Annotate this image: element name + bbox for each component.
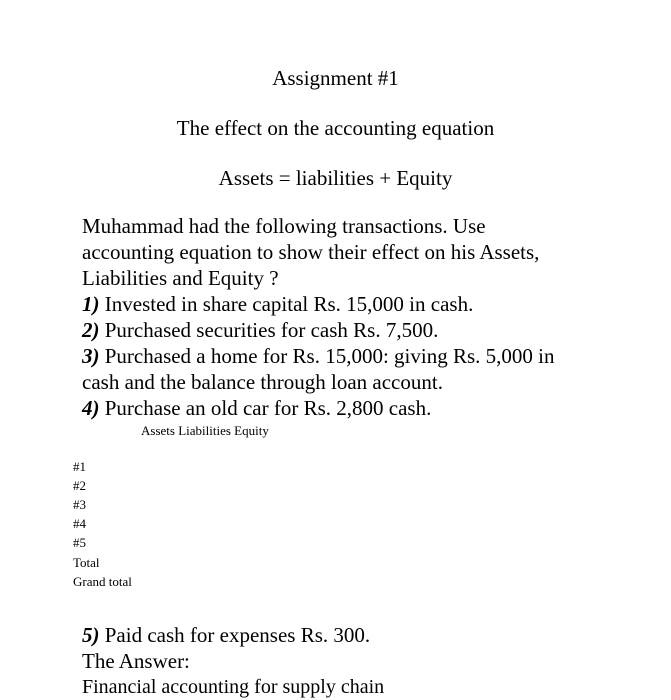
transaction-4	[82, 398, 431, 419]
footer-text: Financial accounting for supply chain	[82, 676, 385, 698]
transaction-text: Purchased a home for Rs. 15,000: giving Rs. 5,000 in	[99, 344, 555, 368]
table-row-label: #2	[73, 478, 86, 493]
table-row-label: #4	[73, 516, 86, 531]
accounting-equation: Assets = liabilities + Equity	[218, 166, 453, 190]
transaction-number: 4)	[82, 396, 100, 420]
transaction-5	[82, 625, 370, 646]
transaction-text: Paid cash for expenses Rs. 300.	[99, 623, 371, 647]
assignment-title: Assignment #1	[272, 66, 399, 90]
transaction-1	[82, 294, 473, 315]
transaction-text: cash and the balance through loan account.	[82, 370, 443, 394]
table-row-label: #3	[73, 497, 86, 512]
intro-line-1: Muhammad had the following transactions. Use	[82, 214, 486, 238]
transaction-number: 3)	[82, 344, 100, 368]
transaction-text: Purchased securities for cash Rs. 7,500.	[99, 318, 439, 342]
table-header: Assets Liabilities Equity	[141, 423, 269, 438]
transaction-number: 2)	[82, 318, 100, 342]
transaction-number: 5)	[82, 623, 100, 647]
transaction-3-continued	[82, 372, 443, 393]
transaction-text: Purchase an old car for Rs. 2,800 cash.	[99, 396, 432, 420]
transaction-3	[82, 346, 554, 367]
transaction-2	[82, 320, 438, 341]
answer-label: The Answer:	[82, 649, 190, 673]
subtitle: The effect on the accounting equation	[176, 116, 495, 140]
transaction-text: Invested in share capital Rs. 15,000 in cash.	[99, 292, 474, 316]
table-row-total: Total	[73, 555, 100, 570]
table-row-label: #5	[73, 535, 86, 550]
intro-line-3: Liabilities and Equity ?	[82, 266, 279, 290]
intro-line-2: accounting equation to show their effect on his Assets,	[82, 240, 540, 264]
table-row-grand-total: Grand total	[73, 574, 132, 589]
table-row-label: #1	[73, 459, 86, 474]
transaction-number: 1)	[82, 292, 100, 316]
